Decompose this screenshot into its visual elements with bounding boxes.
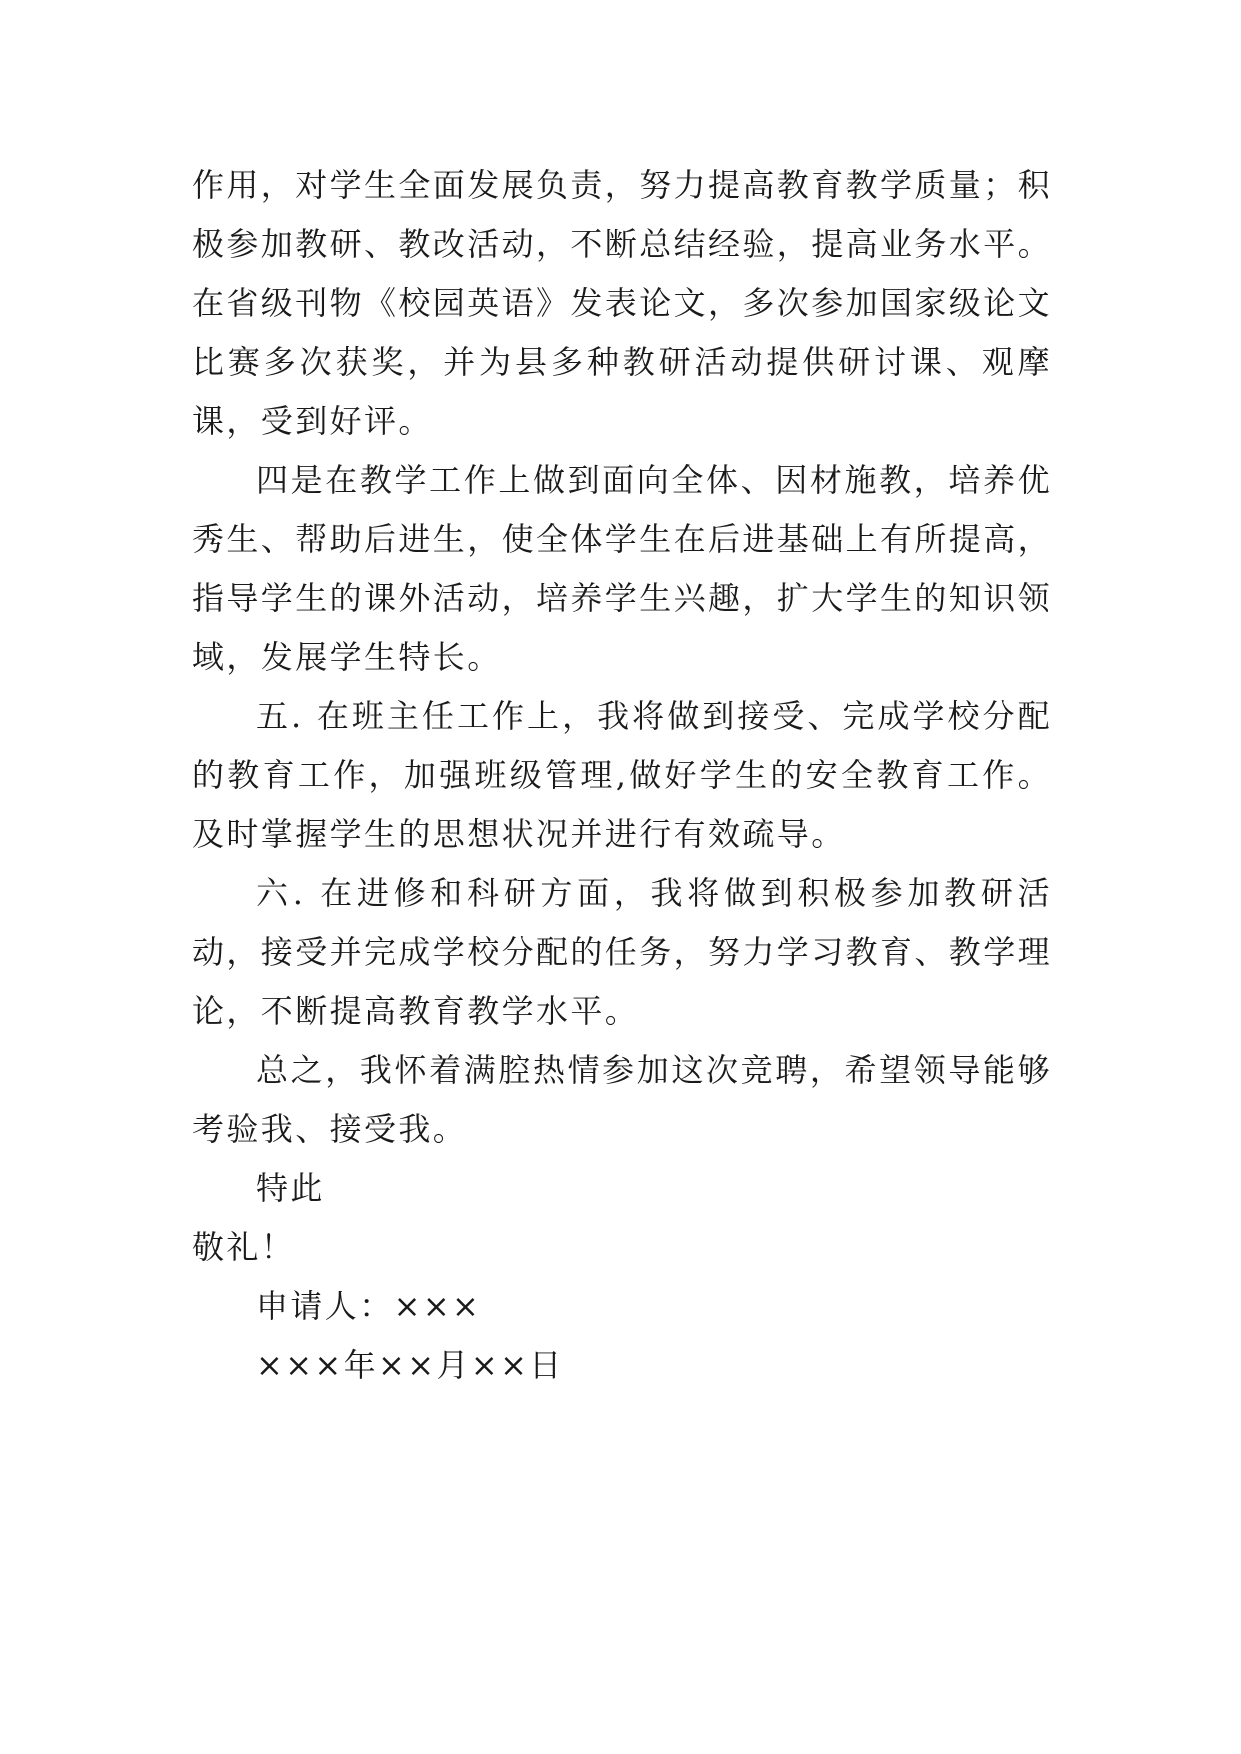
date-line: ×××年××月××日 [256, 1346, 564, 1384]
document-body [192, 156, 1052, 1395]
paragraph-point-five: 五. 在班主任工作上，我将做到接受、完成学校分配的教育工作，加强班级管理,做好学生的安全教育工作。及时掌握学生的思想状况并进行有效疏导。 [192, 697, 1052, 853]
paragraph-point-four: 四是在教学工作上做到面向全体、因材施教，培养优秀生、帮助后进生，使全体学生在后进基础上有所提高，指导学生的课外活动，培养学生兴趣，扩大学生的知识领域，发展学生特长。 [192, 461, 1053, 676]
paragraph-point-six: 六. 在进修和科研方面，我将做到积极参加教研活动，接受并完成学校分配的任务，努力学习教育、教学理论，不断提高教育教学水平。 [192, 874, 1053, 1030]
closing-special: 特此 [256, 1169, 325, 1207]
closing-salute: 敬礼！ [192, 1228, 296, 1266]
paragraph-teaching-duties: 作用，对学生全面发展负责，努力提高教育教学质量；积极参加教研、教改活动，不断总结经验，提高业务水平。在省级刊物《校园英语》发表论文，多次参加国家级论文比赛多次获奖，并为县多种教研活动提供研讨课、观摩课，受到好评。 [192, 166, 1053, 440]
paragraph-conclusion: 总之，我怀着满腔热情参加这次竞聘，希望领导能够考验我、接受我。 [192, 1051, 1052, 1148]
applicant-line: 申请人：××× [256, 1287, 482, 1325]
